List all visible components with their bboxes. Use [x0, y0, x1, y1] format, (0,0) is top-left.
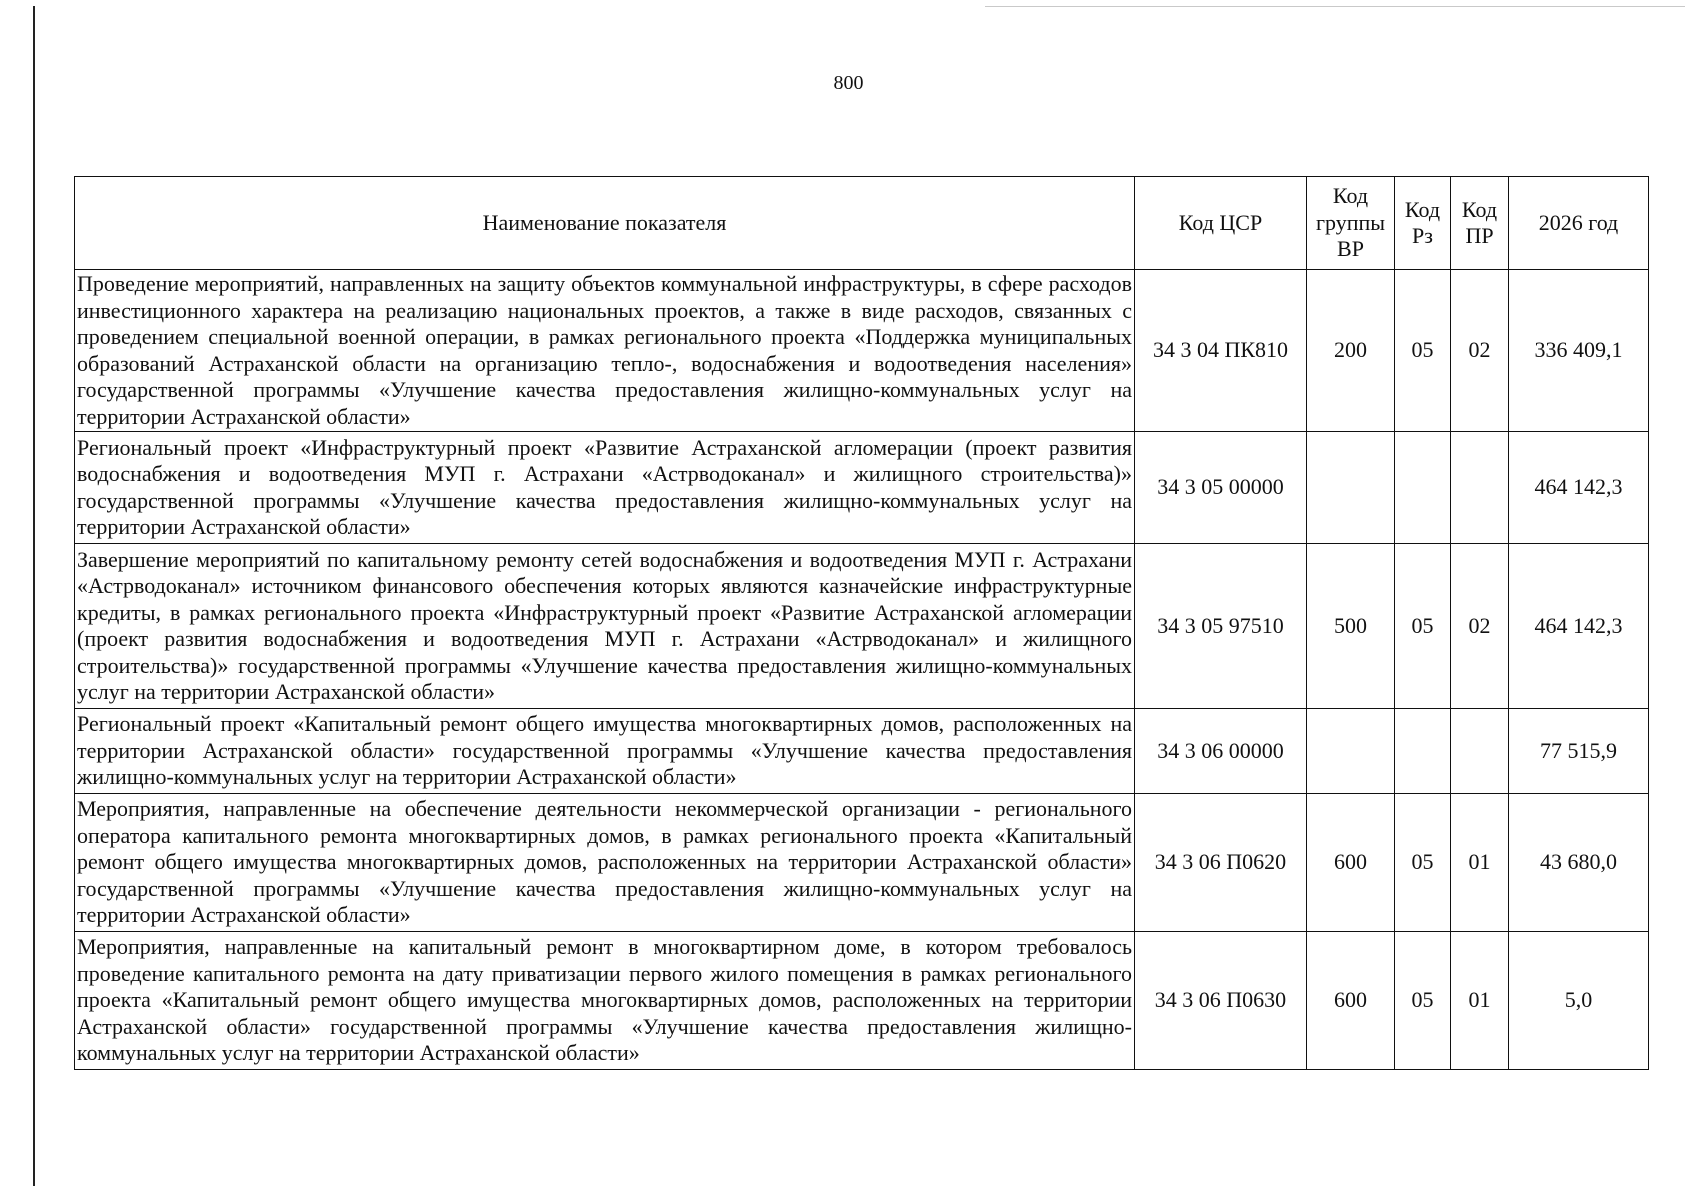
row-csr-code: 34 3 06 00000 [1135, 709, 1307, 794]
row-vr-code: 600 [1307, 794, 1395, 932]
row-rz-code: 05 [1395, 270, 1451, 432]
row-rz-code: 05 [1395, 932, 1451, 1070]
table-row [75, 932, 1649, 1070]
page-edge-line [33, 6, 35, 1186]
header-rz: Код Рз [1395, 177, 1451, 270]
row-csr-code: 34 3 05 00000 [1135, 432, 1307, 544]
page-number: 800 [833, 72, 864, 94]
row-pr-code [1451, 709, 1509, 794]
row-name: Проведение мероприятий, направленных на защиту объектов коммунальной инфраструктуры, в сфере расходов инвестиционного характера на реализацию национальных проектов, а также в виде расходов, связанных с проведением специальной военной операции, в рамках регионального проекта «Поддержка муниципальных образований Астраханской области на организацию тепло-, водоснабжения и водоотведения населения» государственной программы «Улучшение качества предоставления жилищно-коммунальных услуг на территории Астраханской области» [75, 270, 1135, 432]
row-rz-code: 05 [1395, 544, 1451, 709]
row-vr-code [1307, 432, 1395, 544]
table-header-row [75, 177, 1649, 270]
row-amount: 43 680,0 [1509, 794, 1649, 932]
row-vr-code: 600 [1307, 932, 1395, 1070]
row-vr-code: 500 [1307, 544, 1395, 709]
row-csr-code: 34 3 05 97510 [1135, 544, 1307, 709]
row-pr-code: 02 [1451, 270, 1509, 432]
row-csr-code: 34 3 04 ПК810 [1135, 270, 1307, 432]
row-amount: 336 409,1 [1509, 270, 1649, 432]
row-amount: 77 515,9 [1509, 709, 1649, 794]
table-row [75, 432, 1649, 544]
row-pr-code: 01 [1451, 794, 1509, 932]
row-vr-code [1307, 709, 1395, 794]
table-row [75, 794, 1649, 932]
row-csr-code: 34 3 06 П0630 [1135, 932, 1307, 1070]
row-amount: 5,0 [1509, 932, 1649, 1070]
header-csr: Код ЦСР [1135, 177, 1307, 270]
scan-top-line [985, 6, 1685, 7]
header-year: 2026 год [1509, 177, 1649, 270]
row-name: Завершение мероприятий по капитальному ремонту сетей водоснабжения и водоотведения МУП г. Астрахани «Астрводоканал» источником финансового обеспечения которых являются казначейские инфраструктурные кредиты, в рамках регионального проекта «Инфраструктурный проект «Развитие Астраханской агломерации (проект развития водоснабжения и водоотведения МУП г. Астрахани «Астрводоканал» и жилищного строительства)» государственной программы «Улучшение качества предоставления жилищно-коммунальных услуг на территории Астраханской области» [75, 544, 1135, 709]
table-row [75, 709, 1649, 794]
row-rz-code [1395, 432, 1451, 544]
row-amount: 464 142,3 [1509, 544, 1649, 709]
row-pr-code [1451, 432, 1509, 544]
row-name: Мероприятия, направленные на капитальный ремонт в многоквартирном доме, в котором требовалось проведение капитального ремонта на дату приватизации первого жилого помещения в рамках регионального проекта «Капитальный ремонт общего имущества многоквартирных домов, расположенных на территории Астраханской области» государственной программы «Улучшение качества предоставления жилищно-коммунальных услуг на территории Астраханской области» [75, 932, 1135, 1070]
row-vr-code: 200 [1307, 270, 1395, 432]
budget-table [74, 176, 1649, 1070]
table-row [75, 270, 1649, 432]
row-amount: 464 142,3 [1509, 432, 1649, 544]
header-name: Наименование показателя [75, 177, 1135, 270]
row-name: Региональный проект «Капитальный ремонт общего имущества многоквартирных домов, расположенных на территории Астраханской области» государственной программы «Улучшение качества предоставления жилищно-коммунальных услуг на территории Астраханской области» [75, 709, 1135, 794]
header-vr: Код группы ВР [1307, 177, 1395, 270]
row-pr-code: 02 [1451, 544, 1509, 709]
row-csr-code: 34 3 06 П0620 [1135, 794, 1307, 932]
row-pr-code: 01 [1451, 932, 1509, 1070]
row-name: Региональный проект «Инфраструктурный проект «Развитие Астраханской агломерации (проект развития водоснабжения и водоотведения МУП г. Астрахани «Астрводоканал» и жилищного строительства)» государственной программы «Улучшение качества предоставления жилищно-коммунальных услуг на территории Астраханской области» [75, 432, 1135, 544]
table-row [75, 544, 1649, 709]
row-rz-code: 05 [1395, 794, 1451, 932]
row-name: Мероприятия, направленные на обеспечение деятельности некоммерческой организации - регионального оператора капитального ремонта многоквартирных домов, в рамках регионального проекта «Капитальный ремонт общего имущества многоквартирных домов, расположенных на территории Астраханской области» государственной программы «Улучшение качества предоставления жилищно-коммунальных услуг на территории Астраханской области» [75, 794, 1135, 932]
header-pr: Код ПР [1451, 177, 1509, 270]
row-rz-code [1395, 709, 1451, 794]
